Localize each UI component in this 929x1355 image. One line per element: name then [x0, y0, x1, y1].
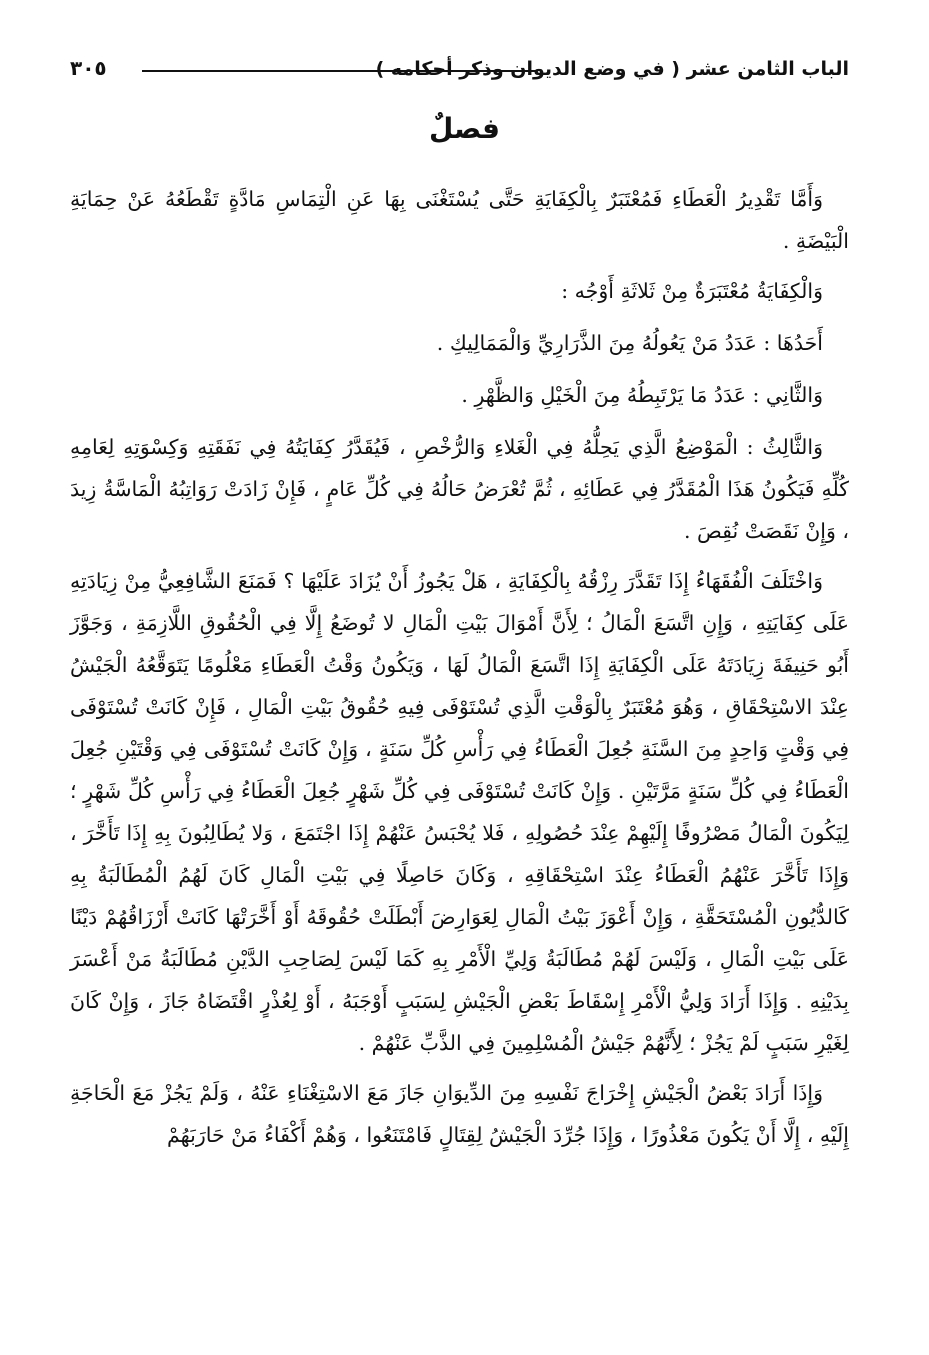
chapter-title: الباب الثامن عشر ( في وضع الديوان وذكر أحكامه ) [375, 58, 849, 80]
paragraph: أَحَدُهَا : عَدَدُ مَنْ يَعُولُهُ مِنَ الذَّرَارِيِّ وَالْمَمَالِيكِ . [436, 331, 823, 355]
section-heading: فصلٌ [429, 112, 500, 145]
paragraph: وَالثَّالِثُ : الْمَوْضِعُ الَّذِي يَحِلُّهُ فِي الْغَلاءِ وَالرُّخْصِ ، فَيُقَدَّرُ كِفَايَتُهُ فِي نَفَقَتِهِ وَكِسْوَتِهِ لِعَامِهِ كُلِّهِ فَيَكُونُ هَذَا الْمُقَدَّرُ فِي عَطَائِهِ ، ثُمَّ تُعْرَضُ حَالُهُ فِي كُلِّ عَامٍ ، فَإِنْ زَادَتْ رَوَاتِبُهُ الْمَاسَّةُ زِيدَ ، وَإِنْ نَقَصَتْ نُقِصَ . [70, 435, 849, 543]
header-rule [142, 70, 537, 72]
paragraph: وَأَمَّا تَقْدِيرُ الْعَطَاءِ فَمُعْتَبَرٌ بِالْكِفَايَةِ حَتَّى يُسْتَغْنَى بِهَا عَنِ الْتِمَاسِ مَادَّةٍ تَقْطَعُهُ عَنْ حِمَايَةِ الْبَيْضَةِ . [70, 187, 849, 253]
paragraph: وَالثَّانِي : عَدَدُ مَا يَرْتَبِطُهُ مِنَ الْخَيْلِ وَالظَّهْرِ . [461, 383, 823, 407]
paragraph: وَالْكِفَايَةُ مُعْتَبَرَةٌ مِنْ ثَلاثَةِ أَوْجُه : [561, 279, 823, 303]
paragraph: وَاخْتَلَفَ الْفُقَهَاءُ إِذَا تَقَدَّرَ رِزْقُهُ بِالْكِفَايَةِ ، هَلْ يَجُوزُ أَنْ يُزَادَ عَلَيْهَا ؟ فَمَنَعَ الشَّافِعِيُّ مِنْ زِيَادَتِهِ عَلَى كِفَايَتِهِ ، وَإِنِ اتَّسَعَ الْمَالُ ؛ لِأَنَّ أَمْوَالَ بَيْتِ الْمَالِ لا تُوضَعُ إِلَّا فِي الْحُقُوقِ اللَّازِمَةِ ، وَجَوَّزَ أَبُو حَنِيفَةَ زِيَادَتَهُ عَلَى الْكِفَايَةِ إِذَا اتَّسَعَ الْمَالُ لَهَا ، وَيَكُونُ وَقْتُ الْعَطَاءِ مَعْلُومًا يَتَوَقَّعُهُ الْجَيْشُ عِنْدَ الاسْتِحْقَاقِ ، وَهُوَ مُعْتَبَرٌ بِالْوَقْتِ الَّذِي تُسْتَوْفَى فِيهِ حُقُوقُ بَيْتِ الْمَالِ ، فَإِنْ كَانَتْ تُسْتَوْفَى فِي وَقْتٍ وَاحِدٍ مِنَ السَّنَةِ جُعِلَ الْعَطَاءُ فِي رَأْسِ كُلِّ سَنَةٍ ، وَإِنْ كَانَتْ تُسْتَوْفَى فِي وَقْتَيْنِ جُعِلَ الْعَطَاءُ فِي كُلِّ سَنَةٍ مَرَّتَيْنِ . وَإِنْ كَانَتْ تُسْتَوْفَى فِي كُلِّ شَهْرٍ جُعِلَ الْعَطَاءُ فِي رَأْسِ كُلِّ شَهْرٍ ؛ لِيَكُونَ الْمَالُ مَصْرُوفًا إِلَيْهِمْ عِنْدَ حُصُولِهِ ، فَلا يُحْبَسُ عَنْهُمْ إِذَا اجْتَمَعَ ، وَلا يُطَالِبُونَ بِهِ إِذَا تَأَخَّرَ ، وَإِذَا تَأَخَّرَ عَنْهُمُ الْعَطَاءُ عِنْدَ اسْتِحْقَاقِهِ ، وَكَانَ حَاصِلًا فِي بَيْتِ الْمَالِ كَانَ لَهُمُ الْمُطَالَبَةُ بِهِ كَالدُّيُونِ الْمُسْتَحَقَّةِ ، وَإِنْ أَعْوَزَ بَيْتُ الْمَالِ لِعَوَارِضَ أَبْطَلَتْ حُقُوقَهُ أَوْ أَخَّرَتْهَا كَانَتْ أَرْزَاقُهُمْ دَيْنًا عَلَى بَيْتِ الْمَالِ ، وَلَيْسَ لَهُمْ مُطَالَبَةُ وَلِيِّ الْأَمْرِ بِهِ كَمَا لَيْسَ لِصَاحِبِ الدَّيْنِ مُطَالَبَةُ مَنْ أَعْسَرَ بِدَيْنِهِ . وَإِذَا أَرَادَ وَلِيُّ الْأَمْرِ إِسْقَاطَ بَعْضِ الْجَيْشِ لِسَبَبٍ أَوْجَبَهُ ، أَوْ لِعُذْرٍ اقْتَضَاهُ جَازَ ، وَإِنْ كَانَ لِغَيْرِ سَبَبٍ لَمْ يَجُزْ ؛ لِأَنَّهُمْ جَيْشُ الْمُسْلِمِينَ فِي الذَّبِّ عَنْهُمْ . [70, 569, 850, 1055]
page-number: ٣٠٥ [70, 56, 107, 80]
paragraph: وَإِذَا أَرَادَ بَعْضُ الْجَيْشِ إِخْرَاجَ نَفْسِهِ مِنَ الدِّيوَانِ جَازَ مَعَ الاسْتِغْنَاءِ عَنْهُ ، وَلَمْ يَجُزْ مَعَ الْحَاجَةِ إِلَيْهِ ، إِلَّا أَنْ يَكُونَ مَعْذُورًا ، وَإِذَا جُرِّدَ الْجَيْشُ لِقِتَالٍ فَامْتَنَعُوا ، وَهُمْ أَكْفَاءُ مَنْ حَارَبَهُمْ [70, 1081, 849, 1147]
running-header [70, 52, 849, 92]
body-text [70, 178, 849, 1164]
